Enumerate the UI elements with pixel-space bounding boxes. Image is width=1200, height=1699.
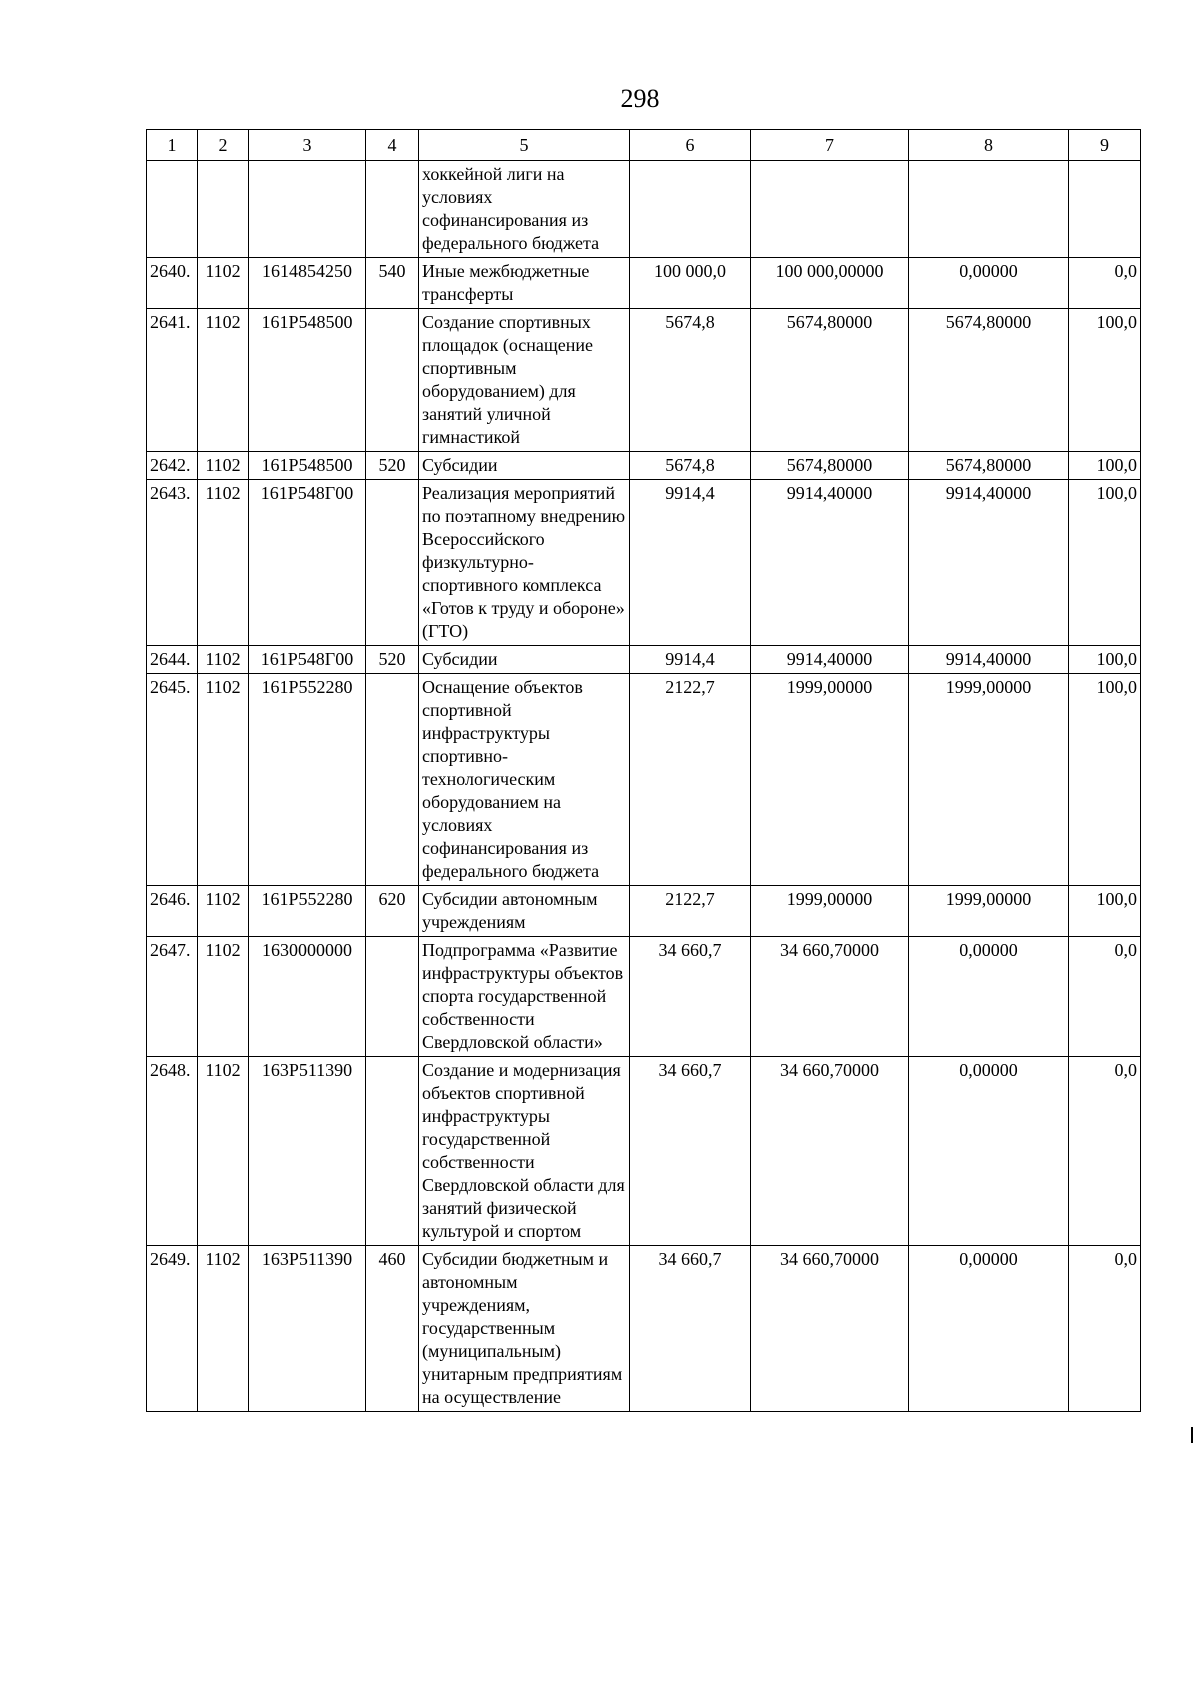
expense-type-code — [366, 1057, 419, 1246]
table-row — [147, 309, 1141, 452]
section-code: 1102 — [198, 1246, 249, 1412]
table-row — [147, 452, 1141, 480]
execution-percent: 0,0 — [1069, 937, 1141, 1057]
table-row — [147, 646, 1141, 674]
item-name: Реализация мероприятий по поэтапному внедрению Всероссийского физкультурно-спортивного комплекса «Готов к труду и обороне» (ГТО) — [419, 480, 630, 646]
refined-amount: 5674,80000 — [751, 452, 909, 480]
refined-amount: 9914,40000 — [751, 646, 909, 674]
refined-amount: 34 660,70000 — [751, 1057, 909, 1246]
refined-amount: 34 660,70000 — [751, 1246, 909, 1412]
column-header: 4 — [366, 130, 419, 161]
section-code: 1102 — [198, 646, 249, 674]
row-number: 2645. — [147, 674, 198, 886]
table-row — [147, 161, 1141, 258]
executed-amount: 0,00000 — [909, 1246, 1069, 1412]
row-number: 2643. — [147, 480, 198, 646]
planned-amount: 5674,8 — [630, 309, 751, 452]
executed-amount: 5674,80000 — [909, 309, 1069, 452]
item-name: хоккейной лиги на условиях софинансирования из федерального бюджета — [419, 161, 630, 258]
expense-type-code: 460 — [366, 1246, 419, 1412]
target-article-code: 161P548500 — [249, 309, 366, 452]
execution-percent: 100,0 — [1069, 674, 1141, 886]
expense-type-code — [366, 480, 419, 646]
target-article-code: 1614854250 — [249, 258, 366, 309]
planned-amount: 100 000,0 — [630, 258, 751, 309]
section-code — [198, 161, 249, 258]
row-number — [147, 161, 198, 258]
target-article-code: 163P511390 — [249, 1057, 366, 1246]
execution-percent: 100,0 — [1069, 452, 1141, 480]
planned-amount: 9914,4 — [630, 646, 751, 674]
execution-percent: 0,0 — [1069, 258, 1141, 309]
section-code: 1102 — [198, 480, 249, 646]
expense-type-code — [366, 937, 419, 1057]
refined-amount: 34 660,70000 — [751, 937, 909, 1057]
section-code: 1102 — [198, 452, 249, 480]
target-article-code: 1630000000 — [249, 937, 366, 1057]
section-code: 1102 — [198, 309, 249, 452]
row-number: 2641. — [147, 309, 198, 452]
margin-mark — [1191, 1427, 1193, 1443]
row-number: 2646. — [147, 886, 198, 937]
executed-amount: 9914,40000 — [909, 480, 1069, 646]
section-code: 1102 — [198, 674, 249, 886]
execution-percent: 0,0 — [1069, 1057, 1141, 1246]
item-name: Субсидии автономным учреждениям — [419, 886, 630, 937]
item-name: Субсидии бюджетным и автономным учреждениям, государственным (муниципальным) унитарным предприятиям на осуществление — [419, 1246, 630, 1412]
column-header: 3 — [249, 130, 366, 161]
row-number: 2644. — [147, 646, 198, 674]
column-header: 5 — [419, 130, 630, 161]
table-row — [147, 480, 1141, 646]
column-header: 2 — [198, 130, 249, 161]
expense-type-code — [366, 161, 419, 258]
target-article-code: 161P552280 — [249, 674, 366, 886]
page-number: 298 — [620, 84, 660, 113]
budget-table — [146, 129, 1141, 1412]
expense-type-code: 520 — [366, 646, 419, 674]
refined-amount: 1999,00000 — [751, 886, 909, 937]
target-article-code: 163P511390 — [249, 1246, 366, 1412]
planned-amount: 34 660,7 — [630, 1057, 751, 1246]
item-name: Субсидии — [419, 646, 630, 674]
target-article-code: 161P548Г00 — [249, 480, 366, 646]
planned-amount: 34 660,7 — [630, 937, 751, 1057]
execution-percent: 100,0 — [1069, 309, 1141, 452]
executed-amount: 5674,80000 — [909, 452, 1069, 480]
expense-type-code — [366, 674, 419, 886]
item-name: Иные межбюджетные трансферты — [419, 258, 630, 309]
row-number: 2640. — [147, 258, 198, 309]
section-code: 1102 — [198, 886, 249, 937]
refined-amount: 9914,40000 — [751, 480, 909, 646]
item-name: Подпрограмма «Развитие инфраструктуры объектов спорта государственной собственности Свердловской области» — [419, 937, 630, 1057]
planned-amount: 2122,7 — [630, 674, 751, 886]
refined-amount: 1999,00000 — [751, 674, 909, 886]
target-article-code: 161P548500 — [249, 452, 366, 480]
refined-amount: 5674,80000 — [751, 309, 909, 452]
executed-amount: 0,00000 — [909, 1057, 1069, 1246]
item-name: Создание и модернизация объектов спортивной инфраструктуры государственной собственности Свердловской области для занятий физической культурой и спортом — [419, 1057, 630, 1246]
expense-type-code — [366, 309, 419, 452]
target-article-code — [249, 161, 366, 258]
table-row — [147, 674, 1141, 886]
executed-amount: 0,00000 — [909, 258, 1069, 309]
planned-amount: 2122,7 — [630, 886, 751, 937]
table-row — [147, 1246, 1141, 1412]
row-number: 2649. — [147, 1246, 198, 1412]
section-code: 1102 — [198, 1057, 249, 1246]
executed-amount: 9914,40000 — [909, 646, 1069, 674]
execution-percent: 100,0 — [1069, 480, 1141, 646]
table-row — [147, 937, 1141, 1057]
column-header: 7 — [751, 130, 909, 161]
row-number: 2648. — [147, 1057, 198, 1246]
planned-amount: 5674,8 — [630, 452, 751, 480]
table-row — [147, 258, 1141, 309]
executed-amount: 0,00000 — [909, 937, 1069, 1057]
item-name: Создание спортивных площадок (оснащение спортивным оборудованием) для занятий уличной гимнастикой — [419, 309, 630, 452]
column-header: 6 — [630, 130, 751, 161]
refined-amount — [751, 161, 909, 258]
executed-amount: 1999,00000 — [909, 886, 1069, 937]
planned-amount — [630, 161, 751, 258]
column-header: 9 — [1069, 130, 1141, 161]
section-code: 1102 — [198, 258, 249, 309]
executed-amount: 1999,00000 — [909, 674, 1069, 886]
table-row — [147, 1057, 1141, 1246]
execution-percent: 100,0 — [1069, 886, 1141, 937]
table-header-row — [147, 130, 1141, 161]
execution-percent — [1069, 161, 1141, 258]
planned-amount: 9914,4 — [630, 480, 751, 646]
refined-amount: 100 000,00000 — [751, 258, 909, 309]
row-number: 2647. — [147, 937, 198, 1057]
expense-type-code: 620 — [366, 886, 419, 937]
execution-percent: 0,0 — [1069, 1246, 1141, 1412]
item-name: Оснащение объектов спортивной инфраструктуры спортивно-технологическим оборудованием на условиях софинансирования из федерального бюджета — [419, 674, 630, 886]
row-number: 2642. — [147, 452, 198, 480]
section-code: 1102 — [198, 937, 249, 1057]
item-name: Субсидии — [419, 452, 630, 480]
execution-percent: 100,0 — [1069, 646, 1141, 674]
target-article-code: 161P552280 — [249, 886, 366, 937]
column-header: 1 — [147, 130, 198, 161]
expense-type-code: 520 — [366, 452, 419, 480]
table-row — [147, 886, 1141, 937]
planned-amount: 34 660,7 — [630, 1246, 751, 1412]
column-header: 8 — [909, 130, 1069, 161]
executed-amount — [909, 161, 1069, 258]
expense-type-code: 540 — [366, 258, 419, 309]
target-article-code: 161P548Г00 — [249, 646, 366, 674]
